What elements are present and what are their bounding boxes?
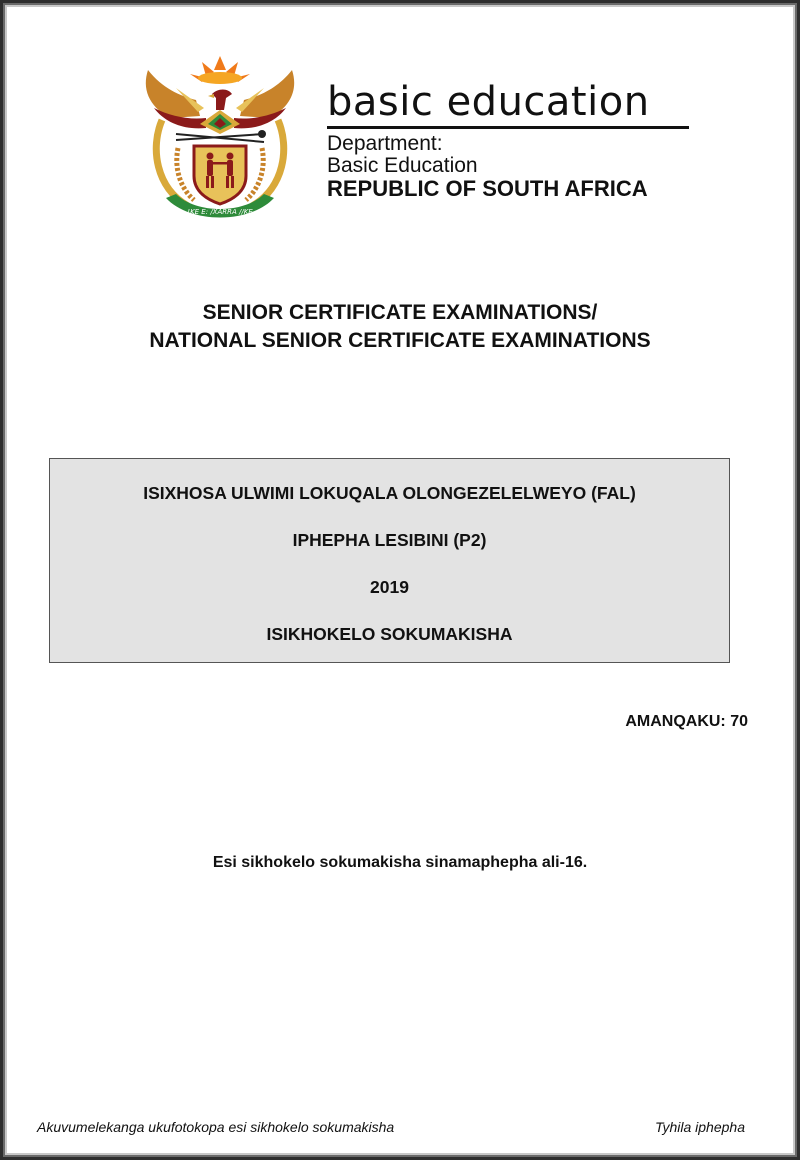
- coat-of-arms-icon: [140, 48, 300, 223]
- svg-text:!KE E: /XARRA //KE: !KE E: /XARRA //KE: [187, 208, 253, 216]
- exam-heading-line1: SENIOR CERTIFICATE EXAMINATIONS/: [202, 301, 598, 324]
- paper-title: IPHEPHA LESIBINI (P2): [292, 530, 487, 550]
- department-label: Department:: [327, 132, 443, 155]
- exam-heading: [0, 299, 800, 355]
- subject-box: [49, 458, 730, 663]
- exam-heading-line2: NATIONAL SENIOR CERTIFICATE EXAMINATIONS: [149, 329, 651, 352]
- country-name: REPUBLIC OF SOUTH AFRICA: [327, 176, 648, 201]
- page-count-note: Esi sikhokelo sokumakisha sinamaphepha ali-16.: [212, 854, 588, 871]
- exam-year: 2019: [370, 577, 409, 597]
- footer-turn-page: Tyhila iphepha: [654, 1119, 745, 1135]
- department-wordmark: [327, 80, 697, 201]
- wordmark-title: basic education: [327, 80, 689, 129]
- document-type: ISIKHOKELO SOKUMAKISHA: [266, 624, 513, 644]
- subject-title: ISIXHOSA ULWIMI LOKUQALA OLONGEZELELWEYO (FAL): [143, 483, 636, 503]
- footer-copyright-note: Akuvumelekanga ukufotokopa esi sikhokelo sokumakisha: [37, 1119, 395, 1135]
- department-name: Basic Education: [327, 154, 478, 177]
- total-marks: AMANQAKU: 70: [625, 713, 748, 730]
